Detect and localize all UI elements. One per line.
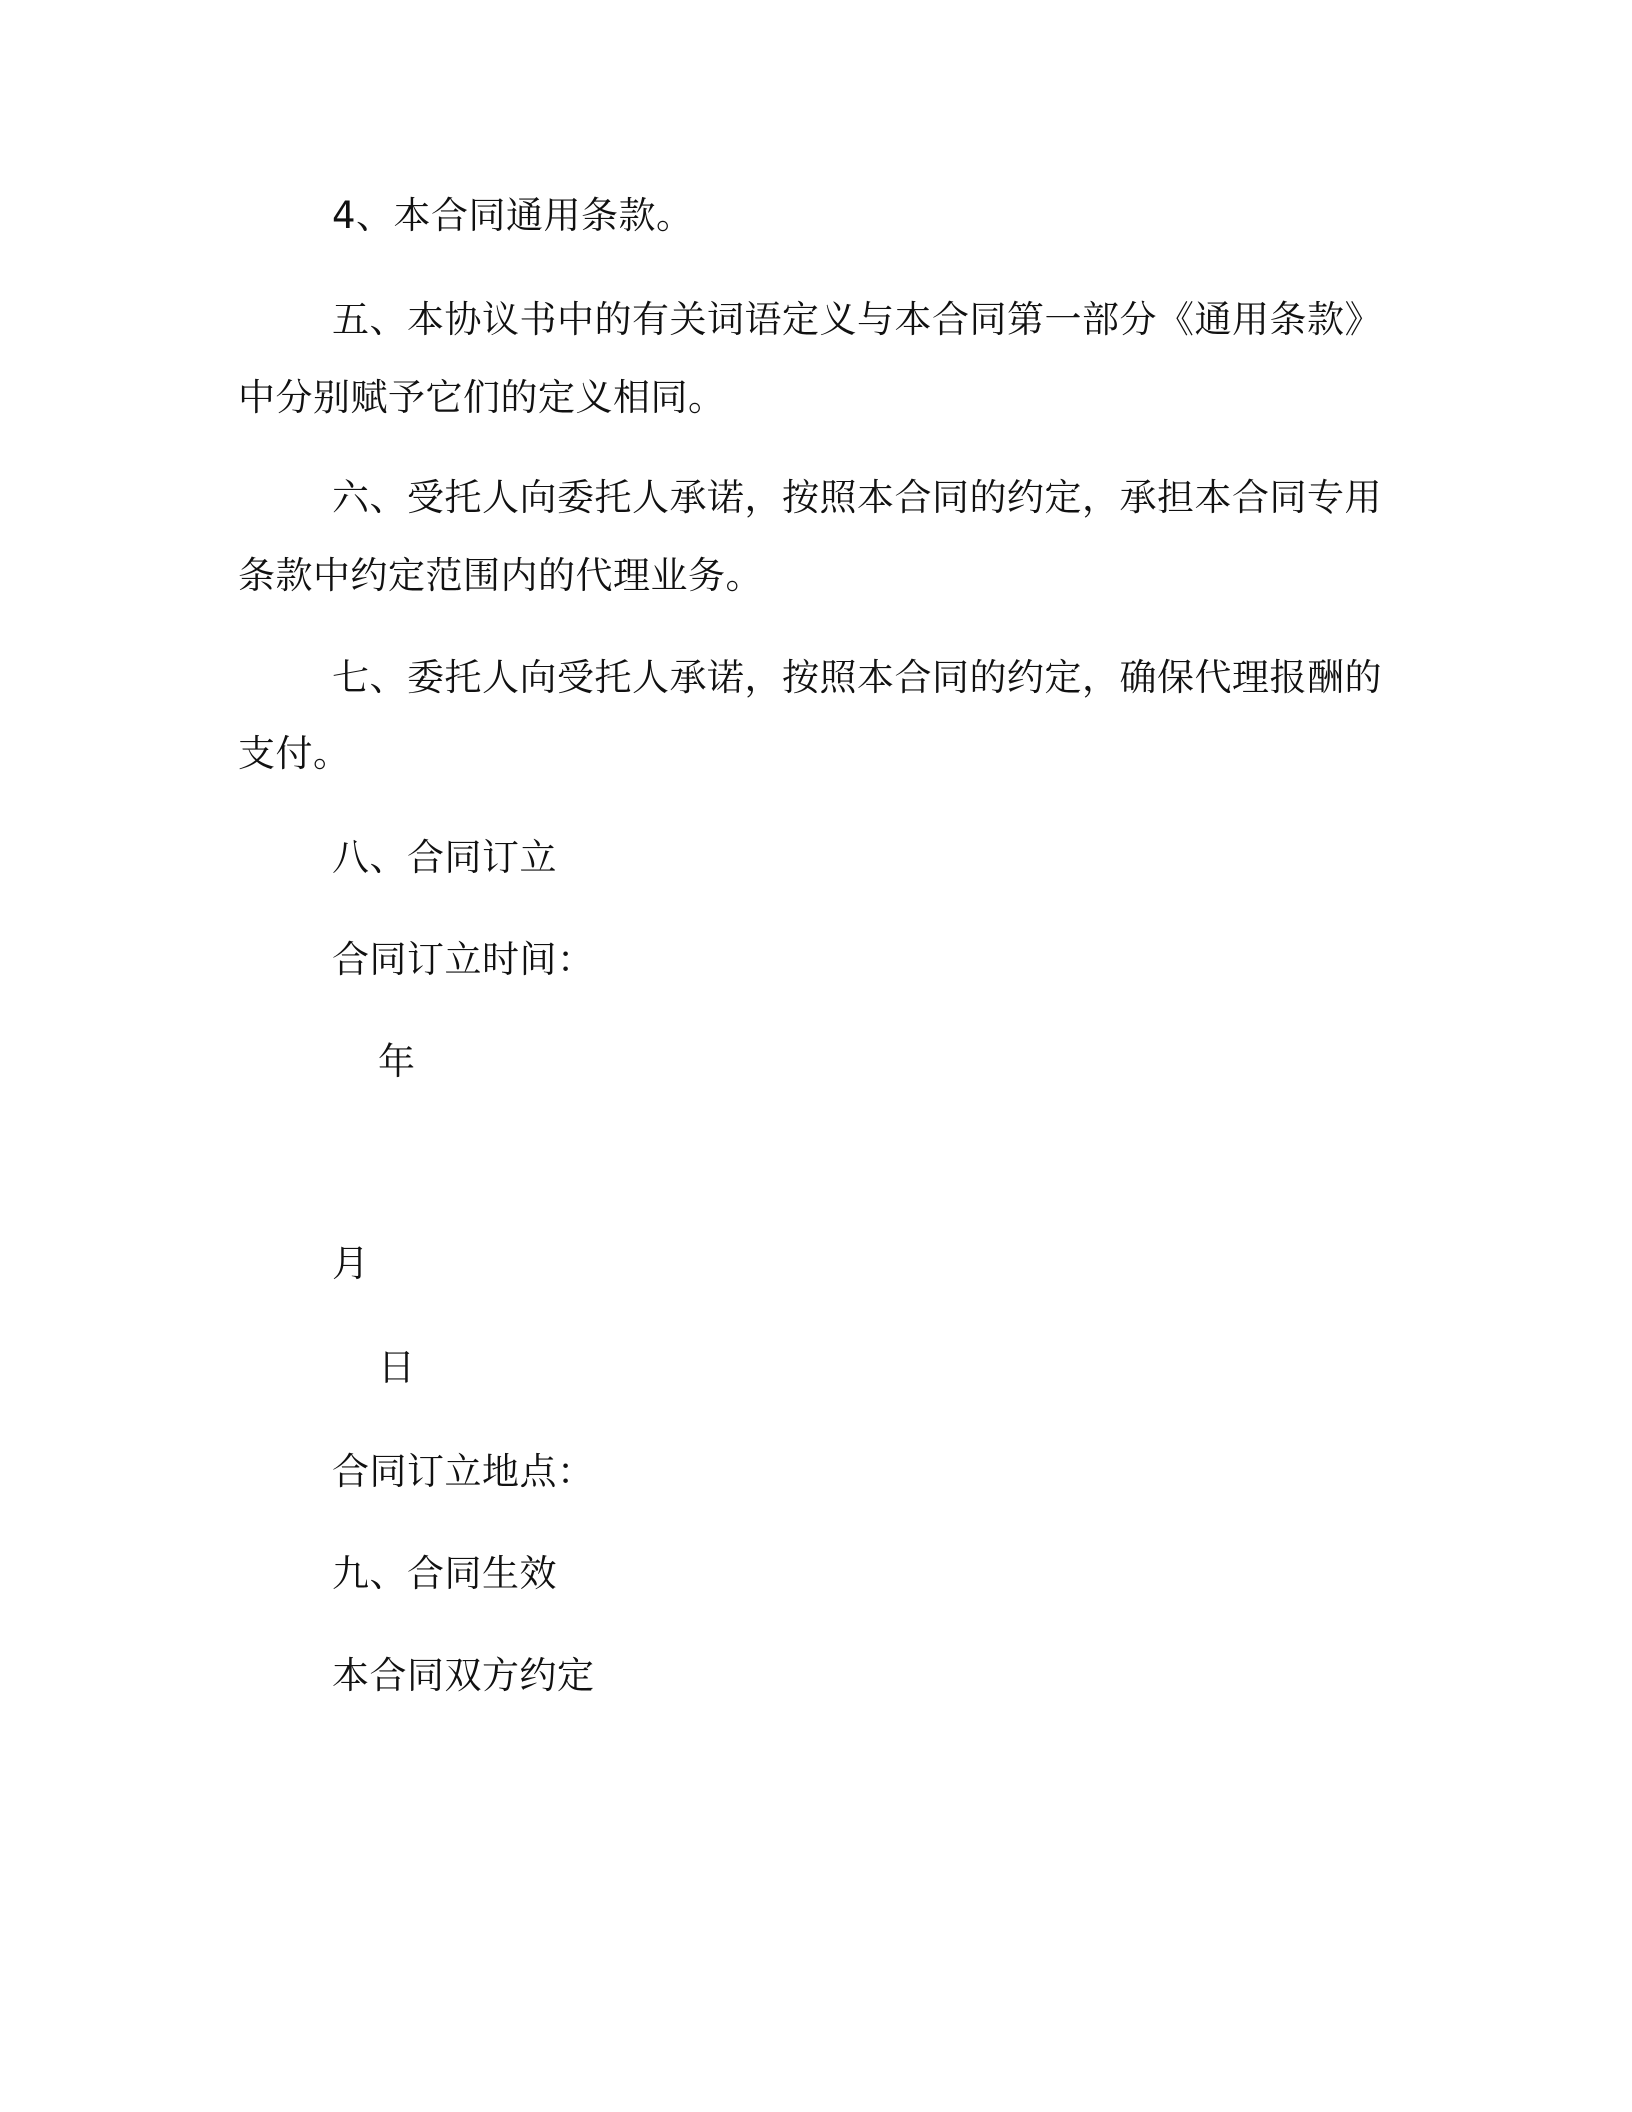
clause-9-heading: 九、合同生效 <box>332 1552 557 1595</box>
signing-time-label: 合同订立时间： <box>332 938 595 981</box>
month-label: 月 <box>332 1242 370 1285</box>
signing-place-label: 合同订立地点： <box>332 1450 595 1493</box>
clause-8-heading: 八、合同订立 <box>332 836 557 879</box>
clause-6-line-2: 条款中约定范围内的代理业务。 <box>238 554 763 597</box>
clause-7-line-2: 支付。 <box>238 732 351 775</box>
clause-9-text: 本合同双方约定 <box>332 1654 595 1697</box>
item-4-text: 4、本合同通用条款。 <box>332 194 694 237</box>
clause-5-line-2: 中分别赋予它们的定义相同。 <box>238 376 726 419</box>
year-label: 年 <box>378 1040 416 1083</box>
day-label: 日 <box>378 1346 416 1389</box>
clause-6-line-1: 六、受托人向委托人承诺，按照本合同的约定，承担本合同专用 <box>332 476 1382 519</box>
clause-5-line-1: 五、本协议书中的有关词语定义与本合同第一部分《通用条款》 <box>332 298 1382 341</box>
clause-7-line-1: 七、委托人向受托人承诺，按照本合同的约定，确保代理报酬的 <box>332 656 1382 699</box>
